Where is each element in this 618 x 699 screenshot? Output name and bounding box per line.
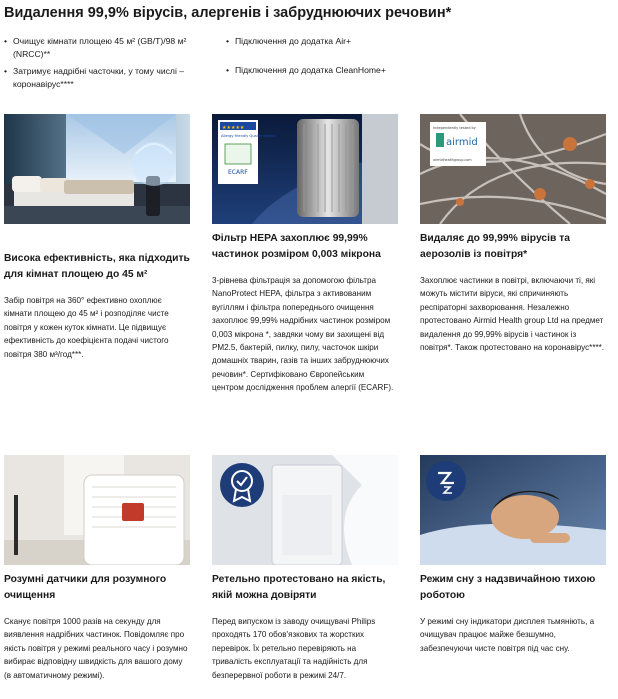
bullet-item: • Підключення до додатка CleanHome+ <box>226 65 386 76</box>
airmid-url-text: airmidhealthgroup.com <box>433 158 472 162</box>
card-title: Розумні датчики для розумного очищення <box>4 574 167 601</box>
bullet-item: • Підключення до додатка Air+ <box>226 36 351 46</box>
airmid-small-text: Independently tested by <box>433 126 476 130</box>
smart-sensor-image <box>4 455 190 565</box>
quality-test-image <box>212 455 398 565</box>
card-text: Перед випуском із заводу очищувачі Philips проходять 170 обов'язкових та жорстких перевірок. Їх ретельно перевіряють на тривалість експлуатації та надійність для безперервної роботи в режимі 24/7. <box>212 617 376 680</box>
svg-text:★★★★★: ★★★★★ <box>222 125 245 131</box>
card-text: Забір повітря на 360° ефективно охоплює кімнати площею до 45 м² і розподіляє чисте повітря у кожен куток кімнати. Це підвищує ефективність до коефіцієнта подачі чистого повітря 380 м³/год***. <box>4 296 169 359</box>
card-title: Фільтр HEPA захоплює 99,99% частинок розміром 0,003 мікрона <box>212 233 381 260</box>
sleep-mode-image <box>420 455 606 565</box>
allergy-badge-text: Allergy friendly Quality tested <box>221 134 275 138</box>
page-title: Видалення 99,9% вірусів, алергенів і забруднюючих речовин* <box>4 5 452 21</box>
hepa-filter-image <box>212 114 398 224</box>
card-title: Режим сну з надзвичайною тихою роботою <box>420 574 596 601</box>
ecarf-badge-text: ECARF <box>228 169 248 176</box>
card-text: Захоплює частинки в повітрі, включаючи ті, які можуть містити віруси, які спричиняють респіраторні захворювання. Незалежно протестовано Airmid Health group Ltd на предмет видалення до 99,99% вірусів і частинок із повітря*. Також протестовано на коронавірус****. <box>420 276 605 353</box>
card-title: Ретельно протестовано на якість, якій можна довіряти <box>212 574 386 601</box>
card-title: Висока ефективність, яка підходить для кімнат площею до 45 м² <box>4 253 190 280</box>
virus-capture-image <box>420 114 606 224</box>
card-title: Видаляє до 99,99% вірусів та аерозолів із повітря* <box>420 233 570 260</box>
card-text: 3-рівнева фільтрація за допомогою фільтра NanoProtect HEPA, фільтра з активованим вугіллям і фільтра попереднього очищення захоплює 99,99% надрібних частинок розміром 0,003 мікрона *, завдяки чому ви захищені від PM2.5, бактерій, пилку, пилу, часточок шкіри домашніх тварин, газів та інших забруднюючих речовин*. Сертифіковано Європейським центром дослідження проблем алергії (ECARF). <box>212 276 394 393</box>
card-text: Сканує повітря 1000 разів на секунду для виявлення надрібних частинок. Повідомляє про якість повітря у режимі реального часу і розумно вибирає відповідну швидкість для вашого дому (в автоматичному режимі). <box>4 617 188 680</box>
airmid-logo-text: airmid <box>446 137 478 148</box>
bullet-item: • Очищує кімнати площею 45 м² (GB/T)/98 м² (NRCC)** <box>4 36 187 60</box>
bullet-item: • Затримує надрібні часточки, у тому числі – коронавірус**** <box>4 65 185 90</box>
card-text: У режимі сну індикатори дисплея тьмяніють, а очищувач працює майже безшумно, забезпечуючи чисте повітря під час сну. <box>420 617 595 653</box>
bedroom-purifier-image <box>4 114 190 224</box>
